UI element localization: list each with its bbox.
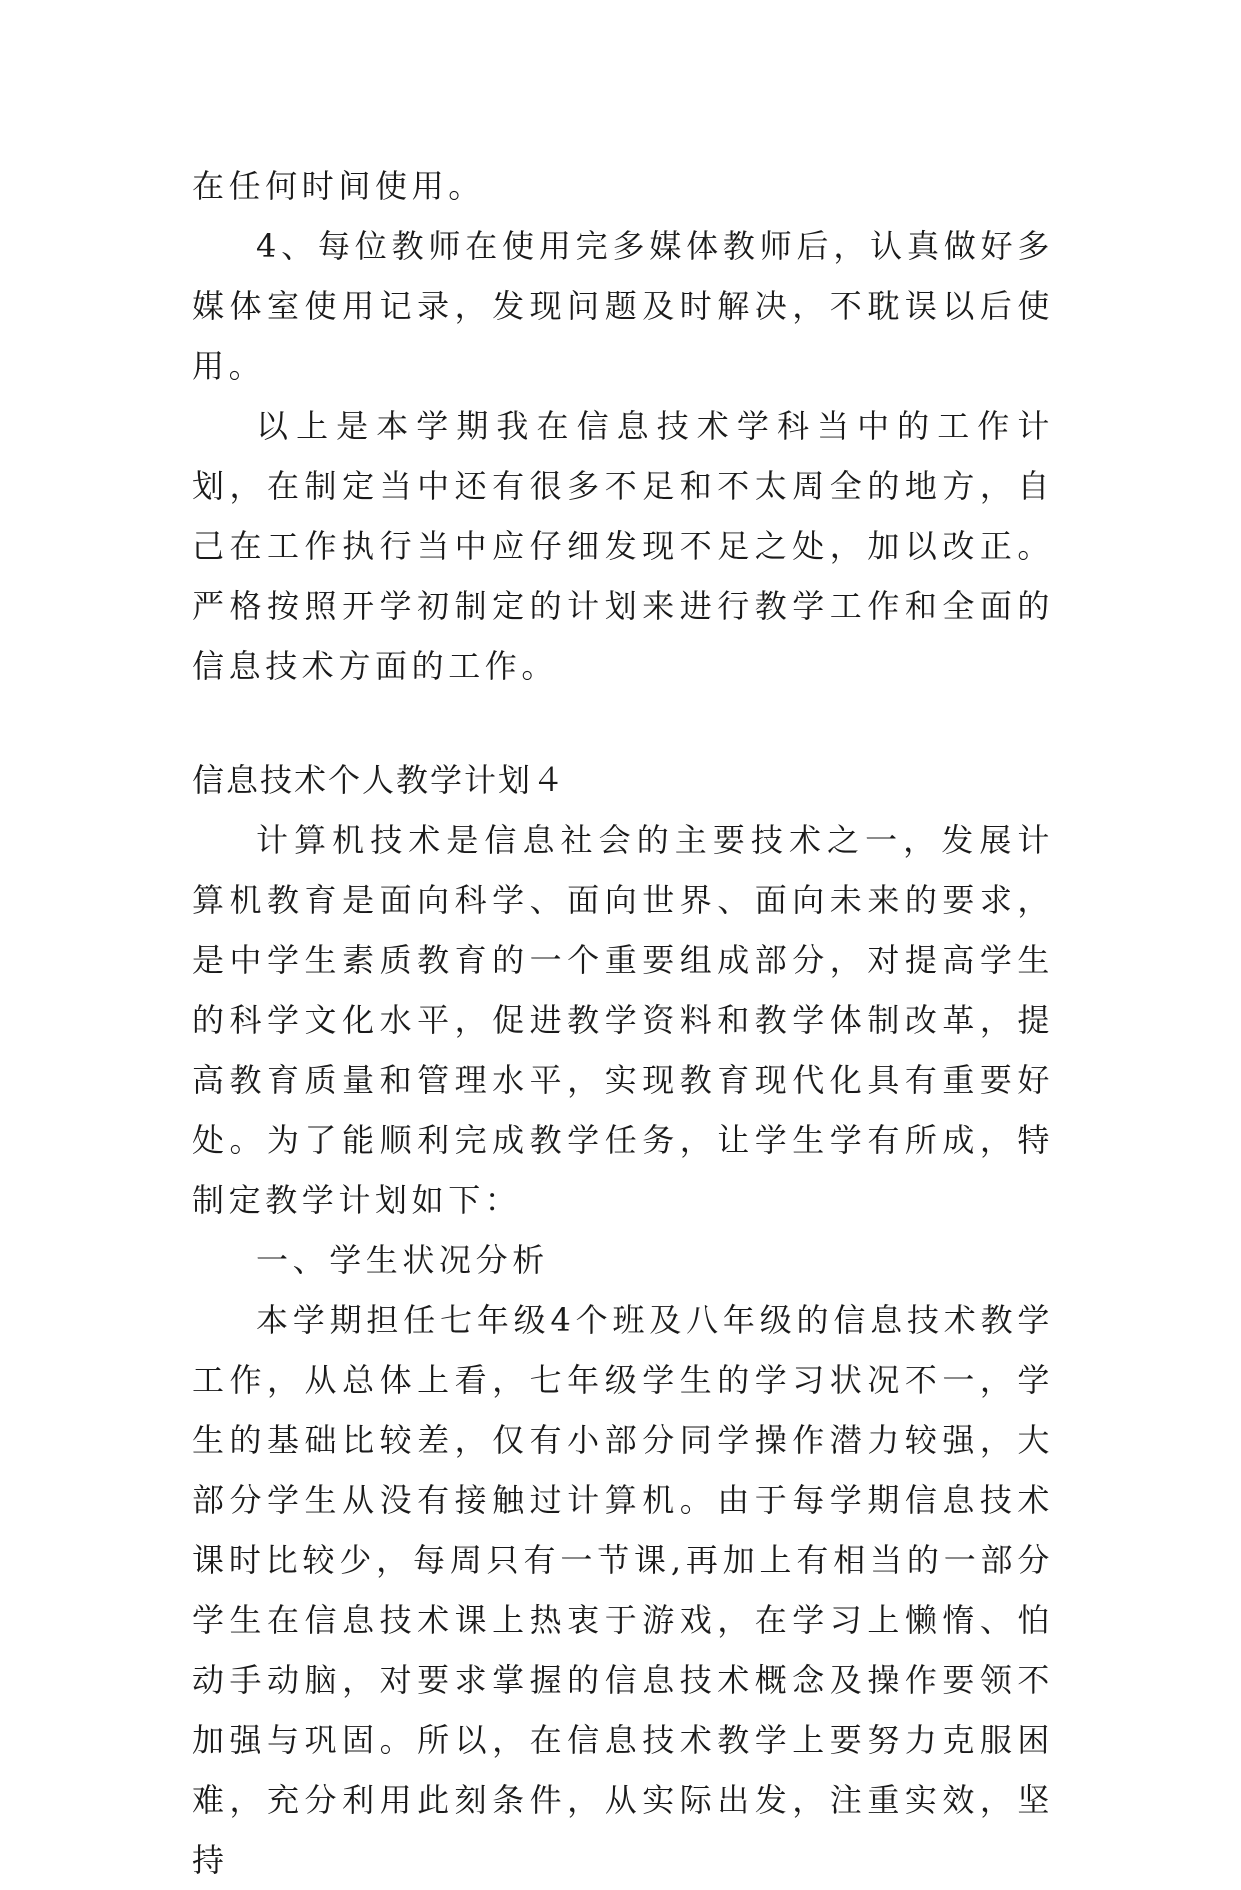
paragraph-continuation: 在任何时间使用。	[192, 167, 485, 205]
paragraph-multimedia-record: 4、每位教师在使用完多媒体教师后，认真做好多媒体室使用记录，发现问题及时解决，不耽误以后使用。	[192, 227, 1054, 385]
paragraph-plan-summary: 以上是本学期我在信息技术学科当中的工作计划，在制定当中还有很多不足和不太周全的地方，自己在工作执行当中应仔细发现不足之处，加以改正。严格按照开学初制定的计划来进行教学工作和全面的信息技术方面的工作。	[192, 407, 1054, 685]
section-heading: 信息技术个人教学计划４	[192, 761, 567, 799]
paragraph-student-analysis: 本学期担任七年级4个班及八年级的信息技术教学工作，从总体上看，七年级学生的学习状况不一，学生的基础比较差，仅有小部分同学操作潜力较强，大部分学生从没有接触过计算机。由于每学期信息技术课时比较少，每周只有一节课,再加上有相当的一部分学生在信息技术课上热衷于游戏，在学习上懒惰、怕动手动脑，对要求掌握的信息技术概念及操作要领不加强与巩固。所以，在信息技术教学上要努力克服困难，充分利用此刻条件，从实际出发，注重实效，坚持	[192, 1301, 1054, 1879]
subheading-student-analysis: 一、学生状况分析	[256, 1241, 549, 1279]
document-body	[192, 156, 1054, 1890]
paragraph-intro: 计算机技术是信息社会的主要技术之一，发展计算机教育是面向科学、面向世界、面向未来的要求，是中学生素质教育的一个重要组成部分，对提高学生的科学文化水平，促进教学资料和教学体制改革，提高教育质量和管理水平，实现教育现代化具有重要好处。为了能顺利完成教学任务，让学生学有所成，特制定教学计划如下：	[192, 821, 1054, 1219]
